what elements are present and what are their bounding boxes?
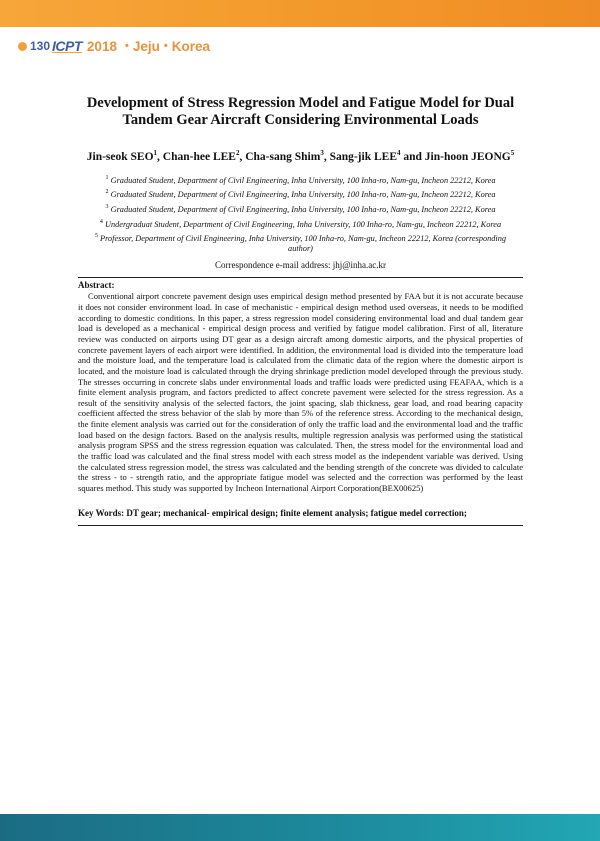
author-separator: ,	[157, 150, 163, 163]
author-separator: ,	[239, 150, 246, 163]
paper-body	[78, 95, 523, 526]
paper-title: Development of Stress Regression Model and Fatigue Model for Dual Tandem Gear Aircraft Considering Environmental Loads	[86, 95, 515, 128]
bullet-separator: •	[124, 40, 129, 52]
affiliation-mark: 5	[94, 233, 98, 240]
author-mark: 1	[153, 149, 158, 157]
author-mark: 3	[320, 149, 324, 157]
affiliation-list	[78, 173, 523, 254]
author-name: Jin-seok SEO	[86, 150, 154, 163]
correspondence-email: Correspondence e-mail address: jhj@inha.ac.kr	[215, 260, 386, 271]
top-color-band	[0, 0, 600, 27]
affiliation-mark: 1	[105, 174, 109, 181]
author-name: Sang-jik LEE	[329, 150, 397, 163]
logo-dot-icon	[18, 42, 27, 51]
author-separator: ,	[323, 150, 330, 163]
affiliation	[78, 187, 523, 200]
conference-country: Korea	[171, 38, 210, 54]
conference-logo: ICPT	[52, 38, 82, 54]
affiliation	[78, 202, 523, 215]
conference-banner	[18, 36, 210, 56]
author-name: Cha-sang Shim	[245, 150, 321, 163]
author-name: Jin-hoon JEONG	[424, 150, 511, 163]
author-mark: 4	[397, 149, 401, 157]
author-mark: 2	[235, 149, 240, 157]
conference-year: 2018	[86, 38, 117, 54]
affiliation-text: Undergraduat Student, Department of Civil Engineering, Inha University, 100 Inha-ro, Nam-gu, Incheon 22212, Korea	[104, 219, 502, 229]
affiliation-mark: 3	[105, 203, 109, 210]
abstract-text: Conventional airport concrete pavement design uses empirical design method presented by FAA but it is not accurate because it does not consider environment load. In case of mechanistic - empirical design method used overseas, it needs to be modified according to domestic conditions. In this paper, a stress regression model considering environmental load and dual tandem gear load is developed as a mechanical - empirical design process and verified by fatigue model calibration. First of all, literature review was conducted on airports using DT gear as a design aircraft among domestic airports, and the physical properties of concrete pavement layers of each airport were identified. In addition, the environmental load is divided into the temperature load and the moisture load, and the temperature load is calculated from the climatic data of the region where the domestic airport is located, and the moisture load is calculated through the drying shrinkage prediction model developed through the previous study. The stresses occurring in concrete slabs under environmental loads and traffic loads were predicted using FEAFAA, which is a finite element analysis program, and factors predicted to affect concrete pavement were selected for the stress regression. As a result of the sensitivity analysis of the selected factors, the joint spacing, slab thickness, gear load, and road bearing capacity coefficient affected the stress behavior of the slab by more than 5% of the reference stress. According to the mechanical design, the finite element analysis was carried out for the consideration of only the traffic load and the environmental load and the traffic load based on the design factors. Based on the analysis results, multiple regression analysis was performed using the statistical analysis program SPSS and the stress regression equation was calculated. Then, the stress model for the environmental load and the traffic load was calculated and the final stress model with each stress model as the independent variable was derived. Using the calculated stress regression model, the stress was calculated and the bending strength of the concrete was divided to calculate the stress - to - strength ratio, and the appropriate fatigue model was selected and the correction was performed by the least squares method. This study was supported by Incheon International Airport Corporation(BEX00625)	[78, 291, 523, 494]
affiliation	[78, 217, 523, 230]
abstract-top-rule	[78, 277, 523, 278]
abstract-heading: Abstract:	[78, 280, 115, 291]
logo-number: 130	[30, 39, 51, 53]
affiliation-text: Professor, Department of Civil Engineering, Inha University, 100 Inha-ro, Nam-gu, Incheon 22212, Korea (corresponding author)	[100, 233, 507, 254]
author-name: Chan-hee LEE	[162, 150, 236, 163]
affiliation-text: Graduated Student, Department of Civil Engineering, Inha University, 100 Inha-ro, Nam-gu, Incheon 22212, Korea	[110, 190, 496, 200]
affiliation	[78, 231, 523, 254]
affiliation	[78, 173, 523, 186]
affiliation-mark: 4	[99, 218, 103, 225]
author-mark: 5	[510, 149, 515, 157]
affiliation-mark: 2	[105, 189, 109, 196]
bottom-color-band	[0, 814, 600, 841]
affiliation-text: Graduated Student, Department of Civil Engineering, Inha University, 100 Inha-ro, Nam-gu, Incheon 22212, Korea	[110, 175, 496, 185]
author-and: and	[400, 150, 425, 163]
bullet-separator: •	[163, 40, 168, 52]
affiliation-text: Graduated Student, Department of Civil Engineering, Inha University, 100 Inha-ro, Nam-gu, Incheon 22212, Korea	[110, 204, 496, 214]
keywords: Key Words: DT gear; mechanical- empirical design; finite element analysis; fatigue medel correction;	[78, 507, 467, 518]
author-list	[78, 146, 523, 164]
conference-city: Jeju	[132, 38, 160, 54]
keywords-bottom-rule	[78, 525, 523, 526]
